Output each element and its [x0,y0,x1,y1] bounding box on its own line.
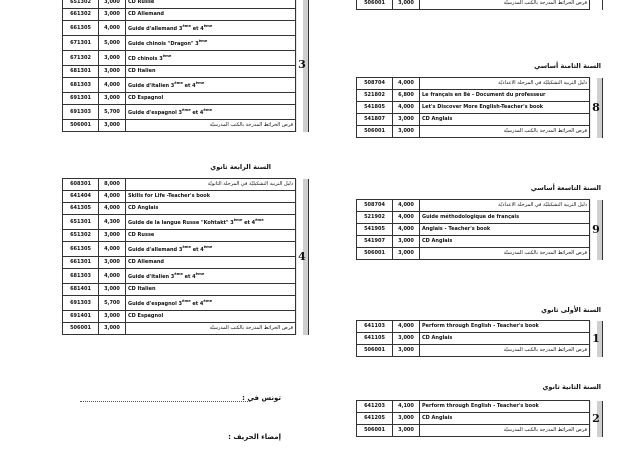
heading-4eme-secondaire: السنة الرابعة ثانوي [210,163,271,171]
table-row [63,120,309,132]
item-title: دليل التربية التشكيليّة في المرحلة الثانويّة [126,179,296,191]
table-row [63,230,309,242]
item-price: 3,000 [99,51,126,66]
item-title: CD Russe [126,230,296,242]
item-price: 3,000 [393,413,420,425]
item-code: 508704 [357,200,393,212]
item-title: قرص الخرائط المدرجة بالكتب المدرسيّة [420,345,590,357]
item-price: 5,000 [99,36,126,51]
item-title: CD Allemand [126,257,296,269]
item-price: 3,000 [99,323,126,335]
table-row [357,321,603,333]
table-row [63,36,309,51]
item-code: 691303 [63,296,99,311]
item-title: CD Anglais [420,114,590,126]
item-code: 641203 [357,401,393,413]
table-row [63,311,309,323]
table-row [357,212,603,224]
table-group-2 [356,400,603,437]
item-code: 681303 [63,269,99,284]
item-price: 5,700 [99,105,126,120]
item-price: 4,000 [99,21,126,36]
item-title: CD Anglais [126,203,296,215]
table-row [63,105,309,120]
item-price: 3,000 [393,333,420,345]
item-price: 3,000 [393,248,420,260]
item-title: Guide méthodologique de français [420,212,590,224]
item-title: Anglais - Teacher's book [420,224,590,236]
table-row [63,242,309,257]
table-row [357,114,603,126]
item-code: 651301 [63,215,99,230]
item-price: 4,000 [393,200,420,212]
item-price: 4,000 [393,78,420,90]
table-row [63,93,309,105]
item-price: 4,000 [99,242,126,257]
item-code: 691401 [63,311,99,323]
item-code: 506001 [357,0,393,10]
item-price: 3,000 [393,114,420,126]
item-code: 641103 [357,321,393,333]
heading-9eme-base: السنة التاسعة أساسي [530,184,601,192]
item-code: 691303 [63,105,99,120]
table-group-3 [62,0,309,132]
item-code: 681303 [63,78,99,93]
item-price: 3,000 [393,236,420,248]
table-row [357,224,603,236]
group-number: 4 [296,179,309,335]
signature-sign-label: إمضاء الحريف : [228,433,281,441]
table-row [63,203,309,215]
table-row [63,78,309,93]
table-row [63,0,309,9]
heading-1ere-secondaire: السنة الأولى ثانوي [541,306,601,314]
signature-place-dots [80,401,250,402]
item-title: CD Italien [126,66,296,78]
item-price: 3,000 [99,257,126,269]
item-price: 4,100 [393,401,420,413]
item-price: 4,000 [393,212,420,224]
table-row [357,0,603,10]
item-title: قرص الخرائط المدرجة بالكتب المدرسيّة [420,0,590,10]
heading-8eme-base: السنة الثامنة أساسي [534,62,601,70]
table-row [63,9,309,21]
item-title: Perform through English - Teacher's book [420,401,590,413]
item-price: 3,000 [393,345,420,357]
item-title: CD Anglais [420,236,590,248]
item-code: 506001 [63,323,99,335]
item-code: 651302 [63,230,99,242]
table-row [357,248,603,260]
heading-2eme-secondaire: السنة الثانية ثانوي [542,383,601,391]
item-price: 3,000 [393,126,420,138]
table-row [357,401,603,413]
item-title: Guide d'italien 3ème et 4ème [126,78,296,93]
item-title: CD Espagnol [126,93,296,105]
item-code: 541907 [357,236,393,248]
item-code: 641305 [63,203,99,215]
item-price: 8,000 [99,179,126,191]
item-price: 4,000 [393,102,420,114]
item-price: 4,000 [99,78,126,93]
item-price: 4,000 [393,224,420,236]
item-title: Skills for Life -Teacher's book [126,191,296,203]
item-title: Guide d'allemand 3ème et 4ème [126,21,296,36]
item-code: 506001 [357,126,393,138]
item-title: Guide chinois "Dragon" 3ème [126,36,296,51]
item-code: 661301 [63,257,99,269]
item-title: Guide d'espagnol 3ème et 4ème [126,105,296,120]
item-code: 641105 [357,333,393,345]
table-group-9 [356,199,603,260]
group-number: 3 [296,0,309,132]
table-row [357,333,603,345]
table-row [357,413,603,425]
item-price: 3,000 [99,0,126,9]
item-title: CD Italien [126,284,296,296]
group-cell-empty [590,0,603,10]
table-row [63,51,309,66]
item-code: 521802 [357,90,393,102]
table-row [63,215,309,230]
item-code: 651302 [63,0,99,9]
item-code: 661305 [63,21,99,36]
table-group-8 [356,77,603,138]
item-price: 3,000 [99,66,126,78]
item-title: دليل التربية التشكيليّة في المرحلة الاعداديّة [420,200,590,212]
item-price: 3,000 [393,425,420,437]
item-code: 671301 [63,36,99,51]
item-title: CD chinois 3ème [126,51,296,66]
item-title: Le français en 8è - Document du professeur [420,90,590,102]
table-row [357,236,603,248]
table-row [357,102,603,114]
item-code: 506001 [357,425,393,437]
item-title: قرص الخرائط المدرجة بالكتب المدرسيّة [126,323,296,335]
item-price: 3,000 [393,0,420,10]
item-price: 6,800 [393,90,420,102]
table-row [63,284,309,296]
item-code: 608301 [63,179,99,191]
table-row [63,66,309,78]
item-code: 681401 [63,284,99,296]
item-price: 4,000 [99,203,126,215]
item-code: 508704 [357,78,393,90]
group-number: 9 [590,200,603,260]
table-row [63,269,309,284]
table-row [63,21,309,36]
table-group-1 [356,320,603,357]
item-title: Perform through English - Teacher's book [420,321,590,333]
table-row [63,296,309,311]
signature-place-label: تونس في : [242,394,281,402]
item-title: Guide d'espagnol 3ème et 4ème [126,296,296,311]
item-price: 3,000 [99,311,126,323]
item-code: 681301 [63,66,99,78]
item-code: 661305 [63,242,99,257]
item-code: 541807 [357,114,393,126]
table-row [63,257,309,269]
group-number: 8 [590,78,603,138]
item-price: 3,000 [99,9,126,21]
item-price: 4,000 [99,269,126,284]
item-price: 3,000 [99,93,126,105]
item-title: CD Allemand [126,9,296,21]
table-row [357,90,603,102]
item-code: 661302 [63,9,99,21]
item-code: 506001 [357,248,393,260]
table-row [63,179,309,191]
item-title: Let's Discover More English-Teacher's book [420,102,590,114]
item-code: 506001 [357,345,393,357]
item-title: CD Russe [126,0,296,9]
item-title: Guide d'allemand 3ème et 4ème [126,242,296,257]
table-row [357,126,603,138]
item-code: 671302 [63,51,99,66]
table-row [357,345,603,357]
item-code: 506001 [63,120,99,132]
item-price: 4,000 [99,191,126,203]
item-title: Guide d'italien 3ème et 4ème [126,269,296,284]
item-title: قرص الخرائط المدرجة بالكتب المدرسيّة [126,120,296,132]
item-price: 4,300 [99,215,126,230]
item-price: 4,000 [393,321,420,333]
item-title: دليل التربية التشكيليّة في المرحلة الاعداديّة [420,78,590,90]
item-price: 3,000 [99,230,126,242]
group-number: 1 [590,321,603,357]
group-number: 2 [590,401,603,437]
item-price: 3,000 [99,120,126,132]
item-title: قرص الخرائط المدرجة بالكتب المدرسيّة [420,126,590,138]
table-top-right [356,0,603,10]
item-code: 541905 [357,224,393,236]
item-title: Guide de la langue Russe "Kohtakt" 3ème et 4ème [126,215,296,230]
item-code: 641404 [63,191,99,203]
item-code: 641205 [357,413,393,425]
item-code: 541805 [357,102,393,114]
table-group-4 [62,178,309,335]
item-title: CD Espagnol [126,311,296,323]
table-row [357,200,603,212]
item-code: 691301 [63,93,99,105]
item-price: 3,000 [99,284,126,296]
item-title: قرص الخرائط المدرجة بالكتب المدرسيّة [420,425,590,437]
item-price: 5,700 [99,296,126,311]
item-title: CD Anglais [420,413,590,425]
table-row [63,191,309,203]
item-code: 521902 [357,212,393,224]
table-row [357,425,603,437]
table-row [357,78,603,90]
item-title: CD Anglais [420,333,590,345]
item-title: قرص الخرائط المدرجة بالكتب المدرسيّة [420,248,590,260]
table-row [63,323,309,335]
